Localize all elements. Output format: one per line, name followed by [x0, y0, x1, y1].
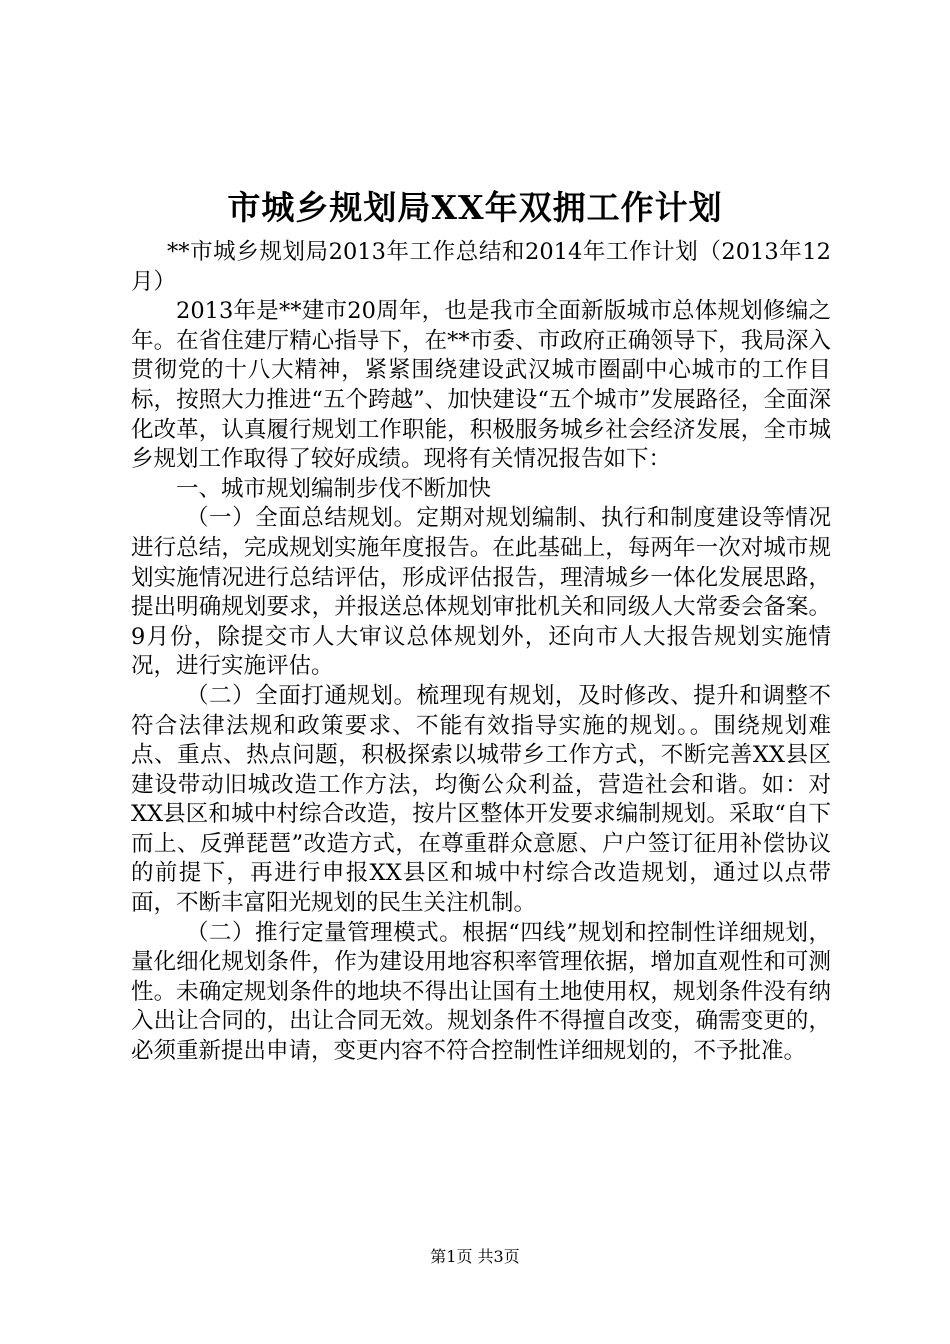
document-title: 市城乡规划局XX年双拥工作计划 — [227, 188, 723, 227]
paragraph-section-1-1: （一）全面总结规划。定期对规划编制、执行和制度建设等情况进行总结，完成规划实施年度报告。在此基础上，每两年一次对城市规划实施情况进行总结评估，形成评估报告，理清城乡一体化发展思路，提出明确规划要求，并报送总体规划审批机关和同级人大常委会备案。9月份，除提交市人大审议总体规划外，还向市人大报告规划实施情况，进行实施评估。 — [131, 505, 831, 680]
paragraph-intro: 2013年是**建市20周年，也是我市全面新版城市总体规划修编之年。在省住建厅精心指导下，在**市委、市政府正确领导下，我局深入贯彻党的十八大精神，紧紧围绕建设武汉城市圈副中心城市的工作目标，按照大力推进“五个跨越”、加快建设“五个城市”发展路径，全面深化改革，认真履行规划工作职能，积极服务城乡社会经济发展，全市城乡规划工作取得了较好成绩。现将有关情况报告如下： — [131, 298, 831, 473]
page-footer: 第1页 共3页 — [430, 1247, 520, 1266]
paragraph-section-1-3: （二）推行定量管理模式。根据“四线”规划和控制性详细规划，量化细化规划条件，作为建设用地容积率管理依据，增加直观性和可测性。未确定规划条件的地块不得出让国有土地使用权，规划条件没有纳入出让合同的，出让合同无效。规划条件不得擅自改变，确需变更的，必须重新提出申请，变更内容不符合控制性详细规划的，不予批准。 — [131, 919, 831, 1065]
document-body — [131, 238, 831, 1067]
document-subtitle: **市城乡规划局2013年工作总结和2014年工作计划（2013年12月） — [131, 239, 831, 295]
paragraph-section-1-2: （二）全面打通规划。梳理现有规划，及时修改、提升和调整不符合法律法规和政策要求、不能有效指导实施的规划。。围绕规划难点、重点、热点问题，积极探索以城带乡工作方式，不断完善XX县区建设带动旧城改造工作方法，均衡公众利益，营造社会和谐。如：对XX县区和城中村综合改造，按片区整体开发要求编制规划。采取“自下而上、反弹琵琶”改造方式，在尊重群众意愿、户户签订征用补偿协议的前提下，再进行申报XX县区和城中村综合改造规划，通过以点带面，不断丰富阳光规划的民生关注机制。 — [131, 682, 831, 917]
section-heading-1: 一、城市规划编制步伐不断加快 — [176, 475, 492, 502]
